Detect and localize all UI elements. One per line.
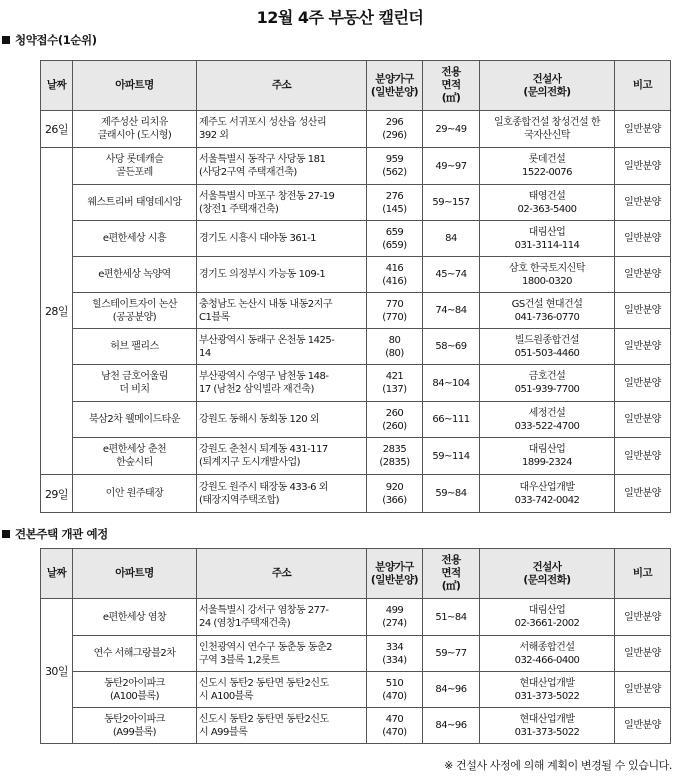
table-row xyxy=(41,111,671,148)
supply-cell xyxy=(367,257,423,293)
builder-cell xyxy=(480,672,615,708)
table-row xyxy=(41,402,671,438)
supply-cell xyxy=(367,185,423,221)
supply-cell xyxy=(367,636,423,672)
cell-line: 1899-2324 xyxy=(521,457,572,468)
cell-line: 구역 3블록 1,2롯트 xyxy=(199,654,280,666)
cell-line: 전용 xyxy=(441,66,461,78)
supply-cell xyxy=(367,293,423,329)
column-header-remark xyxy=(615,549,671,599)
supply-cell xyxy=(367,365,423,402)
cell-line: 02-363-5400 xyxy=(517,203,577,215)
cell-line: 일호종합건설 창성건설 한 xyxy=(493,117,601,128)
supply-cell xyxy=(367,111,423,148)
table-row xyxy=(41,475,671,513)
cell-line: 29~49 xyxy=(435,123,467,135)
builder-cell xyxy=(480,329,615,365)
cell-line: 일반분양 xyxy=(624,269,661,280)
cell-line: (태장지역주택조합) xyxy=(199,494,280,506)
address-cell xyxy=(197,365,367,402)
cell-line: (㎡) xyxy=(441,92,461,104)
cell-line: 59~114 xyxy=(432,450,470,462)
supply-cell xyxy=(367,475,423,513)
cell-line: 334 xyxy=(385,641,404,653)
cell-line: 031-373-5022 xyxy=(514,726,580,738)
area-cell xyxy=(423,402,480,438)
cell-line: (일반분양) xyxy=(370,573,419,586)
builder-cell xyxy=(480,111,615,148)
cell-line: 920 xyxy=(385,481,404,493)
cell-line: 일반분양 xyxy=(624,488,661,499)
date-cell: 30일 xyxy=(41,599,73,744)
cell-line: 힐스테이트자이 논산 xyxy=(91,298,178,310)
apartment-name-cell xyxy=(73,185,197,221)
column-header-builder xyxy=(480,549,615,599)
area-cell xyxy=(423,636,480,672)
cell-line: 아파트명 xyxy=(115,79,154,91)
cell-line: 일반분양 xyxy=(624,611,661,623)
table-row xyxy=(41,365,671,402)
cell-line: 클래시아 (도시형) xyxy=(97,130,172,141)
address-cell xyxy=(197,293,367,329)
column-header-date xyxy=(41,549,73,599)
builder-cell xyxy=(480,148,615,185)
table-row xyxy=(41,708,671,744)
supply-cell xyxy=(367,708,423,744)
cell-line: (창전1 주택재건축) xyxy=(199,203,279,215)
builder-cell xyxy=(480,221,615,257)
cell-line: e편한세상 녹양역 xyxy=(98,269,171,280)
remark-cell xyxy=(615,402,671,438)
cell-line: 260 xyxy=(385,407,404,419)
area-cell xyxy=(423,293,480,329)
cell-line: 74~84 xyxy=(435,305,467,316)
cell-line: 전용 xyxy=(441,554,461,566)
cell-line: 392 외 xyxy=(199,130,229,141)
cell-line: 032-466-0400 xyxy=(514,654,580,666)
cell-line: 59~157 xyxy=(432,197,470,208)
address-cell xyxy=(197,148,367,185)
apartment-name-cell xyxy=(73,221,197,257)
cell-line: 296 xyxy=(385,117,404,128)
remark-cell xyxy=(615,636,671,672)
builder-cell xyxy=(480,365,615,402)
cell-line: (260) xyxy=(382,420,407,432)
cell-line: 일반분양 xyxy=(624,377,661,389)
cell-line: 주소 xyxy=(271,567,292,579)
cell-line: (㎡) xyxy=(441,580,461,592)
cell-line: 강원도 동해시 동회동 120 외 xyxy=(199,414,319,425)
cell-line: 14 xyxy=(199,347,211,359)
cell-line: 84~96 xyxy=(435,684,467,695)
cell-line: e편한세상 염창 xyxy=(102,611,167,623)
cell-line: 59~77 xyxy=(435,648,467,659)
cell-line: 45~74 xyxy=(435,269,467,280)
cell-line: (274) xyxy=(382,618,407,629)
supply-cell xyxy=(367,329,423,365)
table-row xyxy=(41,329,671,365)
cell-line: 신도시 동탄2 동탄면 동탄2신도 xyxy=(199,713,329,725)
cell-line: 날짜 xyxy=(46,567,67,579)
cell-line: (470) xyxy=(382,726,407,738)
cell-line: 일반분양 xyxy=(624,160,661,172)
cell-line: 세정건설 xyxy=(528,407,566,419)
apartment-name-cell xyxy=(73,111,197,148)
cell-line: 470 xyxy=(385,713,404,725)
cell-line: 17 (남천2 삼익빌라 재건축) xyxy=(199,384,314,395)
cell-line: 80 xyxy=(388,334,401,346)
apartment-name-cell xyxy=(73,708,197,744)
column-header-supply xyxy=(367,549,423,599)
cell-line: 일반분양 xyxy=(624,414,661,425)
cell-line: (퇴계지구 도시개발사업) xyxy=(199,457,301,468)
cell-line: 770 xyxy=(385,298,404,310)
cell-line: (80) xyxy=(385,347,404,359)
cell-line: (일반분양) xyxy=(370,85,419,98)
cell-line: 비고 xyxy=(632,567,653,579)
cell-line: 일반분양 xyxy=(624,720,661,731)
table-row xyxy=(41,185,671,221)
section-heading-text: 견본주택 개관 예정 xyxy=(15,527,108,541)
cell-line: 국자산신탁 xyxy=(524,130,570,141)
cell-line: e편한세상 시흥 xyxy=(102,233,167,244)
date-cell: 28일 xyxy=(41,148,73,475)
apartment-name-cell xyxy=(73,672,197,708)
page-title: 12월 4주 부동산 캘린더 xyxy=(256,8,424,27)
builder-cell xyxy=(480,402,615,438)
square-bullet-icon xyxy=(2,530,10,538)
remark-cell xyxy=(615,111,671,148)
cell-line: 분양가구 xyxy=(375,72,414,85)
cell-line: (공공분양) xyxy=(112,311,157,323)
cell-line: 대림산업 xyxy=(528,444,566,455)
cell-line: 84~96 xyxy=(435,720,467,731)
column-header-apt xyxy=(73,61,197,111)
apartment-name-cell xyxy=(73,636,197,672)
area-cell xyxy=(423,221,480,257)
cell-line: 시 A100블록 xyxy=(199,690,254,702)
cell-line: C1블록 xyxy=(199,311,230,323)
cell-line: 일반분양 xyxy=(624,684,661,695)
cell-line: 58~69 xyxy=(435,341,467,352)
table-row xyxy=(41,221,671,257)
apartment-name-cell xyxy=(73,257,197,293)
cell-line: (416) xyxy=(382,275,407,287)
cell-line: 서해종합건설 xyxy=(519,641,575,653)
cell-line: 아파트명 xyxy=(115,567,154,579)
cell-line: 서울특별시 마포구 창전동 27-19 xyxy=(199,190,335,202)
column-header-address xyxy=(197,549,367,599)
table-row xyxy=(41,636,671,672)
area-cell xyxy=(423,365,480,402)
address-cell xyxy=(197,185,367,221)
cell-line: 허브 팰리스 xyxy=(110,341,159,352)
address-cell xyxy=(197,438,367,475)
cell-line: 이안 원주태장 xyxy=(105,488,164,499)
table-row xyxy=(41,293,671,329)
area-cell xyxy=(423,708,480,744)
remark-cell xyxy=(615,185,671,221)
cell-line: 일반분양 xyxy=(624,648,661,659)
cell-line: 일반분양 xyxy=(624,233,661,244)
cell-line: 031-3114-114 xyxy=(514,239,580,251)
cell-line: 날짜 xyxy=(46,79,67,91)
apartment-name-cell xyxy=(73,402,197,438)
cell-line: 66~111 xyxy=(432,414,470,425)
remark-cell xyxy=(615,148,671,185)
area-cell xyxy=(423,672,480,708)
cell-line: (562) xyxy=(382,167,407,178)
supply-cell xyxy=(367,672,423,708)
cell-line: 경기도 시흥시 대야동 361-1 xyxy=(199,233,317,244)
cell-line: 삼호 한국토지신탁 xyxy=(509,262,585,274)
address-cell xyxy=(197,402,367,438)
cell-line: 사당 롯데캐슬 xyxy=(105,154,164,165)
cell-line: 959 xyxy=(385,154,404,165)
cell-line: 현대산업개발 xyxy=(519,677,575,689)
cell-line: (334) xyxy=(382,654,407,666)
address-cell xyxy=(197,599,367,636)
address-cell xyxy=(197,672,367,708)
cell-line: GS건설 현대건설 xyxy=(511,298,583,310)
cell-line: (문의전화) xyxy=(523,573,571,586)
cell-line: 강원도 춘천시 퇴계동 431-117 xyxy=(199,444,328,455)
cell-line: 일반분양 xyxy=(624,123,661,135)
date-cell: 29일 xyxy=(41,475,73,513)
cell-line: 시 A99블록 xyxy=(199,726,248,738)
column-header-apt xyxy=(73,549,197,599)
cell-line: 부산광역시 동래구 온천동 1425- xyxy=(199,334,335,346)
cell-line: 일반분양 xyxy=(624,450,661,462)
cell-line: 인천광역시 연수구 동춘동 동춘2 xyxy=(199,641,332,653)
table-header-row xyxy=(41,61,671,111)
apartment-name-cell xyxy=(73,329,197,365)
remark-cell xyxy=(615,475,671,513)
cell-line: 031-373-5022 xyxy=(514,690,580,702)
address-cell xyxy=(197,111,367,148)
builder-cell xyxy=(480,293,615,329)
cell-line: 경기도 의정부시 가능동 109-1 xyxy=(199,269,326,280)
cell-line: (470) xyxy=(382,690,407,702)
cell-line: 24 (염창1주택재건축) xyxy=(199,618,291,629)
cell-line: 신도시 동탄2 동탄면 동탄2신도 xyxy=(199,677,329,689)
supply-cell xyxy=(367,402,423,438)
area-cell xyxy=(423,148,480,185)
cell-line: 남천 금호어울림 xyxy=(101,371,168,382)
remark-cell xyxy=(615,438,671,475)
cell-line: 건설사 xyxy=(532,72,562,85)
table-row xyxy=(41,148,671,185)
cell-line: (296) xyxy=(382,130,407,141)
cell-line: 충청남도 논산시 내동 내동2지구 xyxy=(199,298,332,310)
apartment-name-cell xyxy=(73,438,197,475)
cell-line: 033-742-0042 xyxy=(514,494,580,506)
cell-line: 동탄2아이파크 xyxy=(104,677,165,689)
apartment-name-cell xyxy=(73,148,197,185)
column-header-date xyxy=(41,61,73,111)
cell-line: (366) xyxy=(382,494,407,506)
subscription-table xyxy=(40,60,671,513)
cell-line: 1522-0076 xyxy=(521,167,572,178)
builder-cell xyxy=(480,475,615,513)
cell-line: 주소 xyxy=(271,79,292,91)
cell-line: 면적 xyxy=(441,79,461,91)
date-cell: 26일 xyxy=(41,111,73,148)
cell-line: 대우산업개발 xyxy=(519,481,575,493)
cell-line: 비고 xyxy=(632,79,653,91)
square-bullet-icon xyxy=(2,36,10,44)
table-row xyxy=(41,257,671,293)
cell-line: 499 xyxy=(385,605,404,616)
column-header-area xyxy=(423,61,480,111)
builder-cell xyxy=(480,636,615,672)
cell-line: 659 xyxy=(385,226,404,238)
remark-cell xyxy=(615,257,671,293)
remark-cell xyxy=(615,329,671,365)
remark-cell xyxy=(615,708,671,744)
cell-line: 421 xyxy=(385,371,404,382)
cell-line: 태영건설 xyxy=(528,190,566,202)
cell-line: 분양가구 xyxy=(375,560,414,573)
cell-line: 웨스트리버 태영데시앙 xyxy=(87,197,182,208)
cell-line: 051-503-4460 xyxy=(514,347,580,359)
address-cell xyxy=(197,221,367,257)
supply-cell xyxy=(367,599,423,636)
column-header-area xyxy=(423,549,480,599)
cell-line: (2835) xyxy=(379,457,410,468)
cell-line: 051-939-7700 xyxy=(514,384,580,395)
cell-line: (770) xyxy=(382,311,407,323)
cell-line: 84~104 xyxy=(432,377,470,389)
cell-line: 일반분양 xyxy=(624,341,661,352)
section-heading-subscription xyxy=(2,32,97,48)
cell-line: 84 xyxy=(445,233,457,244)
cell-line: 일반분양 xyxy=(624,305,661,316)
cell-line: 금호건설 xyxy=(528,371,566,382)
area-cell xyxy=(423,257,480,293)
table-row xyxy=(41,672,671,708)
cell-line: 골든포레 xyxy=(116,167,153,178)
address-cell xyxy=(197,329,367,365)
address-cell xyxy=(197,257,367,293)
cell-line: e편한세상 춘천 xyxy=(102,444,167,455)
area-cell xyxy=(423,185,480,221)
remark-cell xyxy=(615,599,671,636)
builder-cell xyxy=(480,708,615,744)
cell-line: 부산광역시 수영구 남천동 148- xyxy=(199,371,329,382)
apartment-name-cell xyxy=(73,599,197,636)
model-house-table xyxy=(40,548,671,744)
cell-line: 북삼2차 웰메이드타운 xyxy=(89,414,180,425)
cell-line: (사당2구역 주택재건축) xyxy=(199,167,297,178)
cell-line: 강원도 원주시 태장동 433-6 외 xyxy=(199,481,328,493)
apartment-name-cell xyxy=(73,475,197,513)
area-cell xyxy=(423,475,480,513)
remark-cell xyxy=(615,293,671,329)
area-cell xyxy=(423,111,480,148)
supply-cell xyxy=(367,438,423,475)
builder-cell xyxy=(480,438,615,475)
address-cell xyxy=(197,636,367,672)
address-cell xyxy=(197,475,367,513)
cell-line: (문의전화) xyxy=(523,85,571,98)
supply-cell xyxy=(367,221,423,257)
area-cell xyxy=(423,438,480,475)
cell-line: 한숲시티 xyxy=(116,457,153,468)
cell-line: 서울특별시 동작구 사당동 181 xyxy=(199,154,326,165)
cell-line: 51~84 xyxy=(435,611,467,623)
table-header-row xyxy=(41,549,671,599)
cell-line: 현대산업개발 xyxy=(519,713,575,725)
area-cell xyxy=(423,599,480,636)
table-row xyxy=(41,599,671,636)
builder-cell xyxy=(480,185,615,221)
cell-line: 49~97 xyxy=(435,160,467,172)
cell-line: 더 비치 xyxy=(119,384,150,395)
remark-cell xyxy=(615,672,671,708)
cell-line: 빌드원종합건설 xyxy=(514,334,580,346)
supply-cell xyxy=(367,148,423,185)
apartment-name-cell xyxy=(73,293,197,329)
cell-line: 서울특별시 강서구 염창동 277- xyxy=(199,605,329,616)
section-heading-model-house xyxy=(2,526,108,542)
table-row xyxy=(41,438,671,475)
cell-line: 59~84 xyxy=(435,488,467,499)
apartment-name-cell xyxy=(73,365,197,402)
cell-line: 연수 서해그랑블2차 xyxy=(93,648,176,659)
cell-line: 1800-0320 xyxy=(521,275,572,287)
cell-line: (137) xyxy=(382,384,407,395)
cell-line: 일반분양 xyxy=(624,197,661,208)
cell-line: 041-736-0770 xyxy=(514,311,580,323)
builder-cell xyxy=(480,599,615,636)
cell-line: 제주성산 리치유 xyxy=(101,117,168,128)
cell-line: 건설사 xyxy=(532,560,562,573)
cell-line: 276 xyxy=(385,190,404,202)
builder-cell xyxy=(480,257,615,293)
address-cell xyxy=(197,708,367,744)
remark-cell xyxy=(615,365,671,402)
column-header-remark xyxy=(615,61,671,111)
cell-line: (659) xyxy=(382,239,407,251)
cell-line: 면적 xyxy=(441,567,461,579)
cell-line: 02-3661-2002 xyxy=(514,618,580,629)
cell-line: (A99블록) xyxy=(112,726,157,738)
cell-line: 대림산업 xyxy=(528,226,566,238)
cell-line: 동탄2아이파크 xyxy=(104,713,165,725)
cell-line: (A100블록) xyxy=(109,690,160,702)
section-heading-text: 청약접수(1순위) xyxy=(15,33,97,47)
cell-line: 대림산업 xyxy=(528,605,566,616)
cell-line: 제주도 서귀포시 성산읍 성산리 xyxy=(199,117,327,128)
area-cell xyxy=(423,329,480,365)
cell-line: 033-522-4700 xyxy=(514,420,580,432)
footnote: ※ 건설사 사정에 의해 계획이 변경될 수 있습니다. xyxy=(444,759,672,772)
column-header-supply xyxy=(367,61,423,111)
cell-line: (145) xyxy=(382,203,407,215)
column-header-address xyxy=(197,61,367,111)
cell-line: 416 xyxy=(385,262,404,274)
cell-line: 510 xyxy=(385,677,404,689)
cell-line: 롯데건설 xyxy=(528,154,566,165)
cell-line: 2835 xyxy=(382,444,407,455)
column-header-builder xyxy=(480,61,615,111)
remark-cell xyxy=(615,221,671,257)
